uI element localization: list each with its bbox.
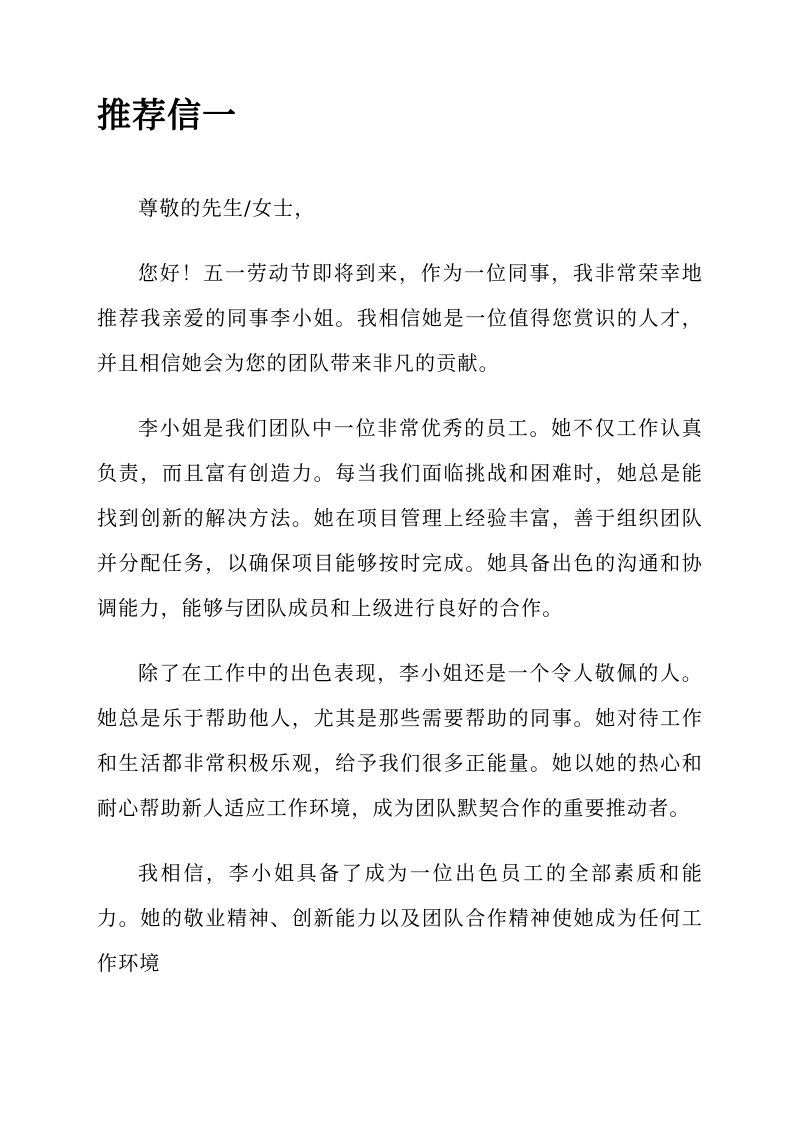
letter-body xyxy=(97,186,703,1006)
paragraph-character: 除了在工作中的出色表现，李小姐还是一个令人敬佩的人。她总是乐于帮助他人，尤其是那些需要帮助的同事。她对待工作和生活都非常积极乐观，给予我们很多正能量。她以她的热心和耐心帮助新人适应工作环境，成为团队默契合作的重要推动者。 xyxy=(97,661,703,820)
paragraph-intro: 您好！五一劳动节即将到来，作为一位同事，我非常荣幸地推荐我亲爱的同事李小姐。我相信她是一位值得您赏识的人才，并且相信她会为您的团队带来非凡的贡献。 xyxy=(97,261,703,375)
paragraph-work: 李小姐是我们团队中一位非常优秀的员工。她不仅工作认真负责，而且富有创造力。每当我们面临挑战和困难时，她总是能找到创新的解决方法。她在项目管理上经验丰富，善于组织团队并分配任务，以确保项目能够按时完成。她具备出色的沟通和协调能力，能够与团队成员和上级进行良好的合作。 xyxy=(97,416,703,620)
page-title: 推荐信一 xyxy=(97,96,237,136)
paragraph-conclusion: 我相信，李小姐具备了成为一位出色员工的全部素质和能力。她的敬业精神、创新能力以及团队合作精神使她成为任何工作环境 xyxy=(97,861,703,975)
greeting: 尊敬的先生/女士， xyxy=(138,196,316,220)
